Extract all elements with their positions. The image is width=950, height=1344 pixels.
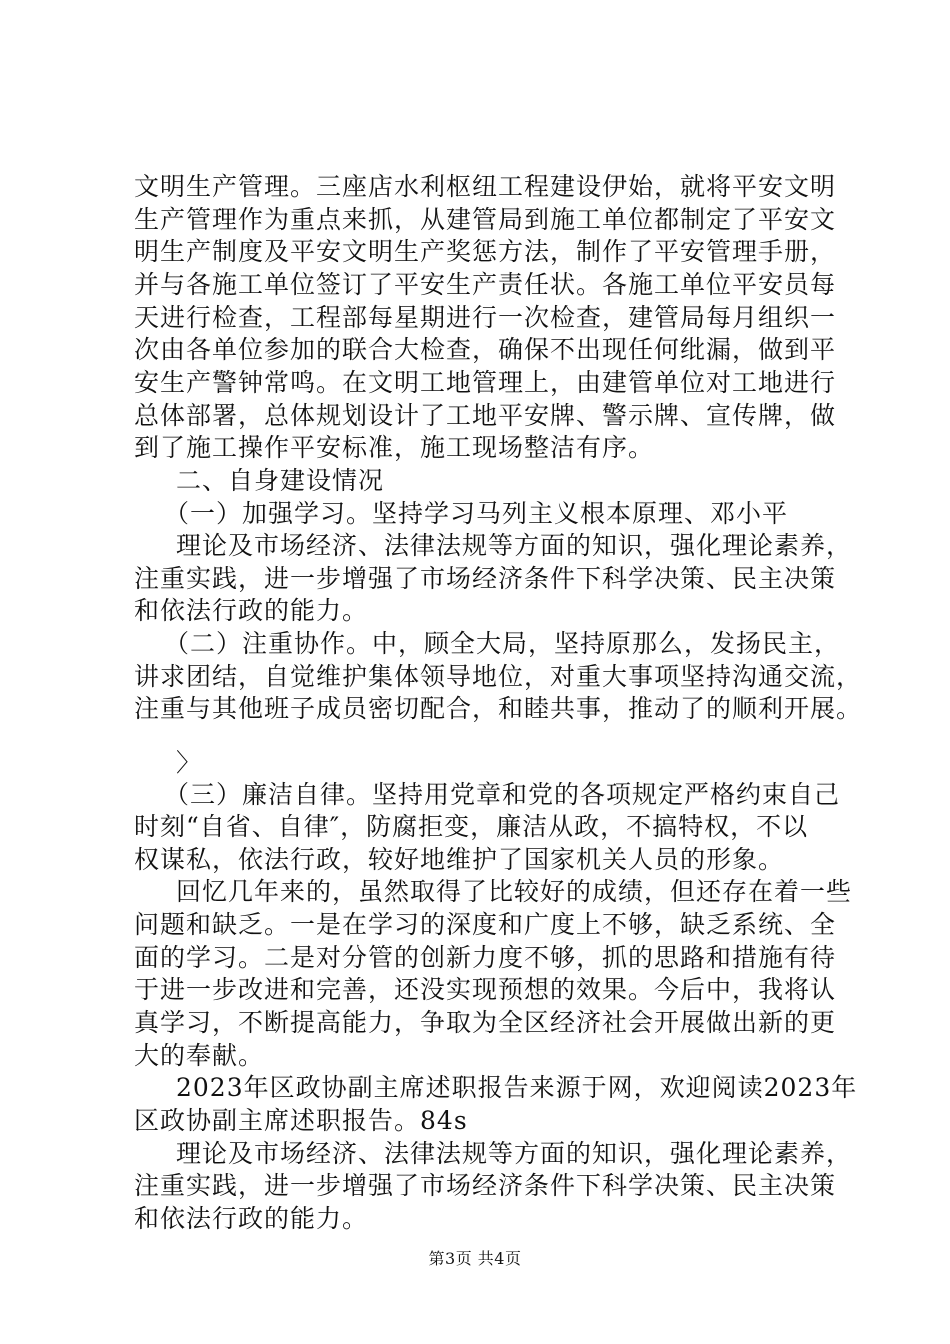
text-line: （二）注重协作。中，顾全大局，坚持原那么，发扬民主，	[164, 629, 841, 658]
text-line: （三）廉洁自律。坚持用党章和党的各项规定严格约束自己	[164, 780, 841, 809]
text-line: 真学习，不断提高能力，争取为全区经济社会开展做出新的更	[134, 1008, 837, 1037]
text-line: 回忆几年来的，虽然取得了比较好的成绩，但还存在着一些	[176, 877, 853, 906]
text-line: 于进一步改进和完善，还没实现预想的效果。今后中，我将认	[134, 975, 837, 1004]
text-line: 区政协副主席述职报告。84s	[134, 1106, 468, 1135]
text-line: 安生产警钟常鸣。在文明工地管理上，由建管单位对工地进行	[134, 368, 837, 397]
text-line: 天进行检查，工程部每星期进行一次检查，建管局每月组织一	[134, 303, 837, 332]
text-line: 次由各单位参加的联合大检查，确保不出现任何纰漏，做到平	[134, 335, 837, 364]
text-line: 注重实践，进一步增强了市场经济条件下科学决策、民主决策	[134, 1171, 837, 1200]
text-line: 并与各施工单位签订了平安生产责任状。各施工单位平安员每	[134, 270, 837, 299]
text-line: 理论及市场经济、法律法规等方面的知识，强化理论素养，	[176, 1139, 853, 1168]
text-line: 理论及市场经济、法律法规等方面的知识，强化理论素养，	[176, 531, 853, 560]
text-line: 面的学习。二是对分管的创新力度不够，抓的思路和措施有待	[134, 943, 837, 972]
text-line: 时刻“自省、自律″，防腐拒变，廉洁从政，不搞特权，不以	[134, 812, 809, 841]
section-heading: 二、自身建设情况	[176, 466, 385, 495]
text-line: 讲求团结，自觉维护集体领导地位，对重大事项坚持沟通交流，	[134, 662, 863, 691]
text-line: 权谋私，依法行政，较好地维护了国家机关人员的形象。	[134, 845, 785, 874]
text-line: 注重与其他班子成员密切配合，和睦共事，推动了的顺利开展。	[134, 694, 863, 723]
text-line: 注重实践，进一步增强了市场经济条件下科学决策、民主决策	[134, 564, 837, 593]
text-line: 生产管理作为重点来抓，从建管局到施工单位都制定了平安文	[134, 205, 837, 234]
text-line: 明生产制度及平安文明生产奖惩方法，制作了平安管理手册，	[134, 237, 837, 266]
page-footer: 第3页 共4页	[428, 1249, 522, 1268]
stray-mark: 〉	[176, 748, 203, 777]
text-line: 2023年区政协副主席述职报告来源于网，欢迎阅读2023年	[176, 1073, 858, 1102]
text-line: 和依法行政的能力。	[134, 1204, 369, 1233]
text-line: 总体部署，总体规划设计了工地平安牌、警示牌、宣传牌，做	[134, 401, 837, 430]
text-line: 和依法行政的能力。	[134, 596, 369, 625]
text-line: （一）加强学习。坚持学习马列主义根本原理、邓小平	[164, 499, 789, 528]
text-line: 文明生产管理。三座店水利枢纽工程建设伊始，就将平安文明	[134, 172, 837, 201]
text-line: 问题和缺乏。一是在学习的深度和广度上不够，缺乏系统、全	[134, 910, 837, 939]
text-line: 到了施工操作平安标准，施工现场整洁有序。	[134, 433, 655, 462]
text-line: 大的奉献。	[134, 1041, 265, 1070]
